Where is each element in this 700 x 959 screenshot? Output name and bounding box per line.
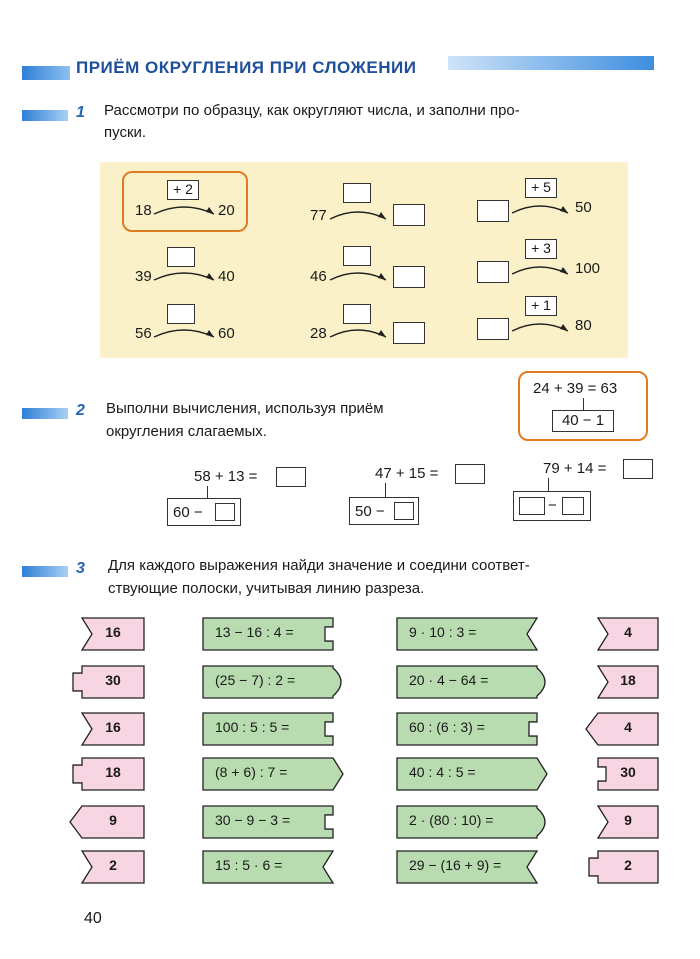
hint-text: − bbox=[548, 497, 557, 514]
expression-strip-left-label: 30 − 9 − 3 = bbox=[215, 812, 291, 828]
value-strip-left-label: 2 bbox=[109, 857, 117, 873]
expression-strip-right-label: 40 : 4 : 5 = bbox=[409, 764, 476, 780]
hint-box bbox=[167, 498, 241, 526]
value-strip-right-label: 2 bbox=[624, 857, 632, 873]
task-text: округления слагаемых. bbox=[106, 423, 267, 440]
number-label: 56 bbox=[135, 325, 152, 342]
hint-text: 60 − bbox=[173, 504, 203, 521]
number-label: 50 bbox=[575, 199, 592, 216]
answer-box[interactable] bbox=[393, 322, 425, 344]
task-number: 2 bbox=[76, 402, 85, 419]
number-label: 60 bbox=[218, 325, 235, 342]
value-strip-left-label: 18 bbox=[105, 764, 121, 780]
expression: 79 + 14 = bbox=[543, 460, 607, 477]
sample-expression: 24 + 39 = 63 bbox=[533, 380, 618, 397]
expression-strip-right-label: 9 · 10 : 3 = bbox=[409, 624, 477, 640]
answer-box[interactable] bbox=[519, 497, 545, 515]
task-marker bbox=[22, 566, 68, 577]
value-strip-right-label: 4 bbox=[624, 624, 632, 640]
answer-box[interactable] bbox=[394, 502, 414, 520]
value-strip-left-label: 16 bbox=[105, 624, 121, 640]
operation-box: + 1 bbox=[525, 296, 557, 316]
task-text: ствующие полоски, учитывая линию разреза. bbox=[108, 580, 425, 597]
operation-box: + 5 bbox=[525, 178, 557, 198]
answer-box[interactable] bbox=[343, 246, 371, 266]
number-label: 80 bbox=[575, 317, 592, 334]
expression-strip-left-label: 100 : 5 : 5 = bbox=[215, 719, 290, 735]
answer-box[interactable] bbox=[215, 503, 235, 521]
expression-strip-right-label: 29 − (16 + 9) = bbox=[409, 857, 502, 873]
connector-line bbox=[548, 478, 549, 491]
answer-box[interactable] bbox=[393, 266, 425, 288]
arrow bbox=[510, 199, 576, 219]
value-strip-right-label: 4 bbox=[624, 719, 632, 735]
answer-box[interactable] bbox=[167, 247, 195, 267]
answer-box[interactable] bbox=[477, 200, 509, 222]
task-marker bbox=[22, 110, 68, 121]
answer-box[interactable] bbox=[343, 304, 371, 324]
expression-strip-left-label: 15 : 5 · 6 = bbox=[215, 857, 283, 873]
expression: 47 + 15 = bbox=[375, 465, 439, 482]
expression-strip-left-label: (8 + 6) : 7 = bbox=[215, 764, 288, 780]
number-label: 46 bbox=[310, 268, 327, 285]
page-number: 40 bbox=[84, 910, 102, 927]
operation-box: + 2 bbox=[167, 180, 199, 200]
arrow bbox=[328, 205, 394, 225]
answer-box[interactable] bbox=[477, 318, 509, 340]
arrow bbox=[152, 323, 222, 343]
arrow bbox=[152, 266, 222, 286]
task-marker bbox=[22, 408, 68, 419]
answer-box[interactable] bbox=[393, 204, 425, 226]
value-strip-left-label: 16 bbox=[105, 719, 121, 735]
answer-box[interactable] bbox=[623, 459, 653, 479]
task-text: пуски. bbox=[104, 124, 147, 141]
task-text: Рассмотри по образцу, как округляют числа, и заполни про- bbox=[104, 102, 520, 119]
operation-box: + 3 bbox=[525, 239, 557, 259]
number-label: 18 bbox=[135, 202, 152, 219]
value-strip-left-label: 9 bbox=[109, 812, 117, 828]
hint-text: 50 − bbox=[355, 503, 385, 520]
expression: 58 + 13 = bbox=[194, 468, 258, 485]
number-label: 100 bbox=[575, 260, 601, 277]
connector-line bbox=[207, 486, 208, 498]
number-label: 40 bbox=[218, 268, 235, 285]
number-label: 39 bbox=[135, 268, 152, 285]
answer-box[interactable] bbox=[276, 467, 306, 487]
expression-strip-right-label: 2 · (80 : 10) = bbox=[409, 812, 494, 828]
expression-strip-right-label: 20 · 4 − 64 = bbox=[409, 672, 489, 688]
value-strip-left-label: 30 bbox=[105, 672, 121, 688]
expression-strip-left-label: (25 − 7) : 2 = bbox=[215, 672, 296, 688]
hint-box bbox=[349, 497, 419, 525]
task-text: Для каждого выражения найди значение и соедини соответ- bbox=[108, 557, 530, 574]
task-text: Выполни вычисления, используя приём bbox=[106, 400, 384, 417]
answer-box[interactable] bbox=[455, 464, 485, 484]
task-number: 3 bbox=[76, 560, 85, 577]
connector-line bbox=[583, 398, 584, 410]
value-strip-right-label: 30 bbox=[620, 764, 636, 780]
number-label: 77 bbox=[310, 207, 327, 224]
arrow bbox=[510, 260, 576, 280]
answer-box[interactable] bbox=[477, 261, 509, 283]
number-label: 28 bbox=[310, 325, 327, 342]
answer-box[interactable] bbox=[167, 304, 195, 324]
expression-strip-right-label: 60 : (6 : 3) = bbox=[409, 719, 485, 735]
page-title: ПРИЁМ ОКРУГЛЕНИЯ ПРИ СЛОЖЕНИИ bbox=[76, 58, 417, 77]
arrow bbox=[152, 200, 222, 220]
arrow bbox=[510, 317, 576, 337]
expression-strip-left-label: 13 − 16 : 4 = bbox=[215, 624, 294, 640]
title-decoration-left bbox=[22, 66, 70, 80]
value-strip-right-label: 18 bbox=[620, 672, 636, 688]
number-label: 20 bbox=[218, 202, 235, 219]
hint-box: 40 − 1 bbox=[552, 410, 614, 432]
title-decoration-right bbox=[448, 56, 654, 70]
task-number: 1 bbox=[76, 104, 85, 121]
hint-box bbox=[513, 491, 591, 521]
answer-box[interactable] bbox=[343, 183, 371, 203]
connector-line bbox=[385, 483, 386, 497]
arrow bbox=[328, 266, 394, 286]
answer-box[interactable] bbox=[562, 497, 584, 515]
arrow bbox=[328, 323, 394, 343]
value-strip-right-label: 9 bbox=[624, 812, 632, 828]
